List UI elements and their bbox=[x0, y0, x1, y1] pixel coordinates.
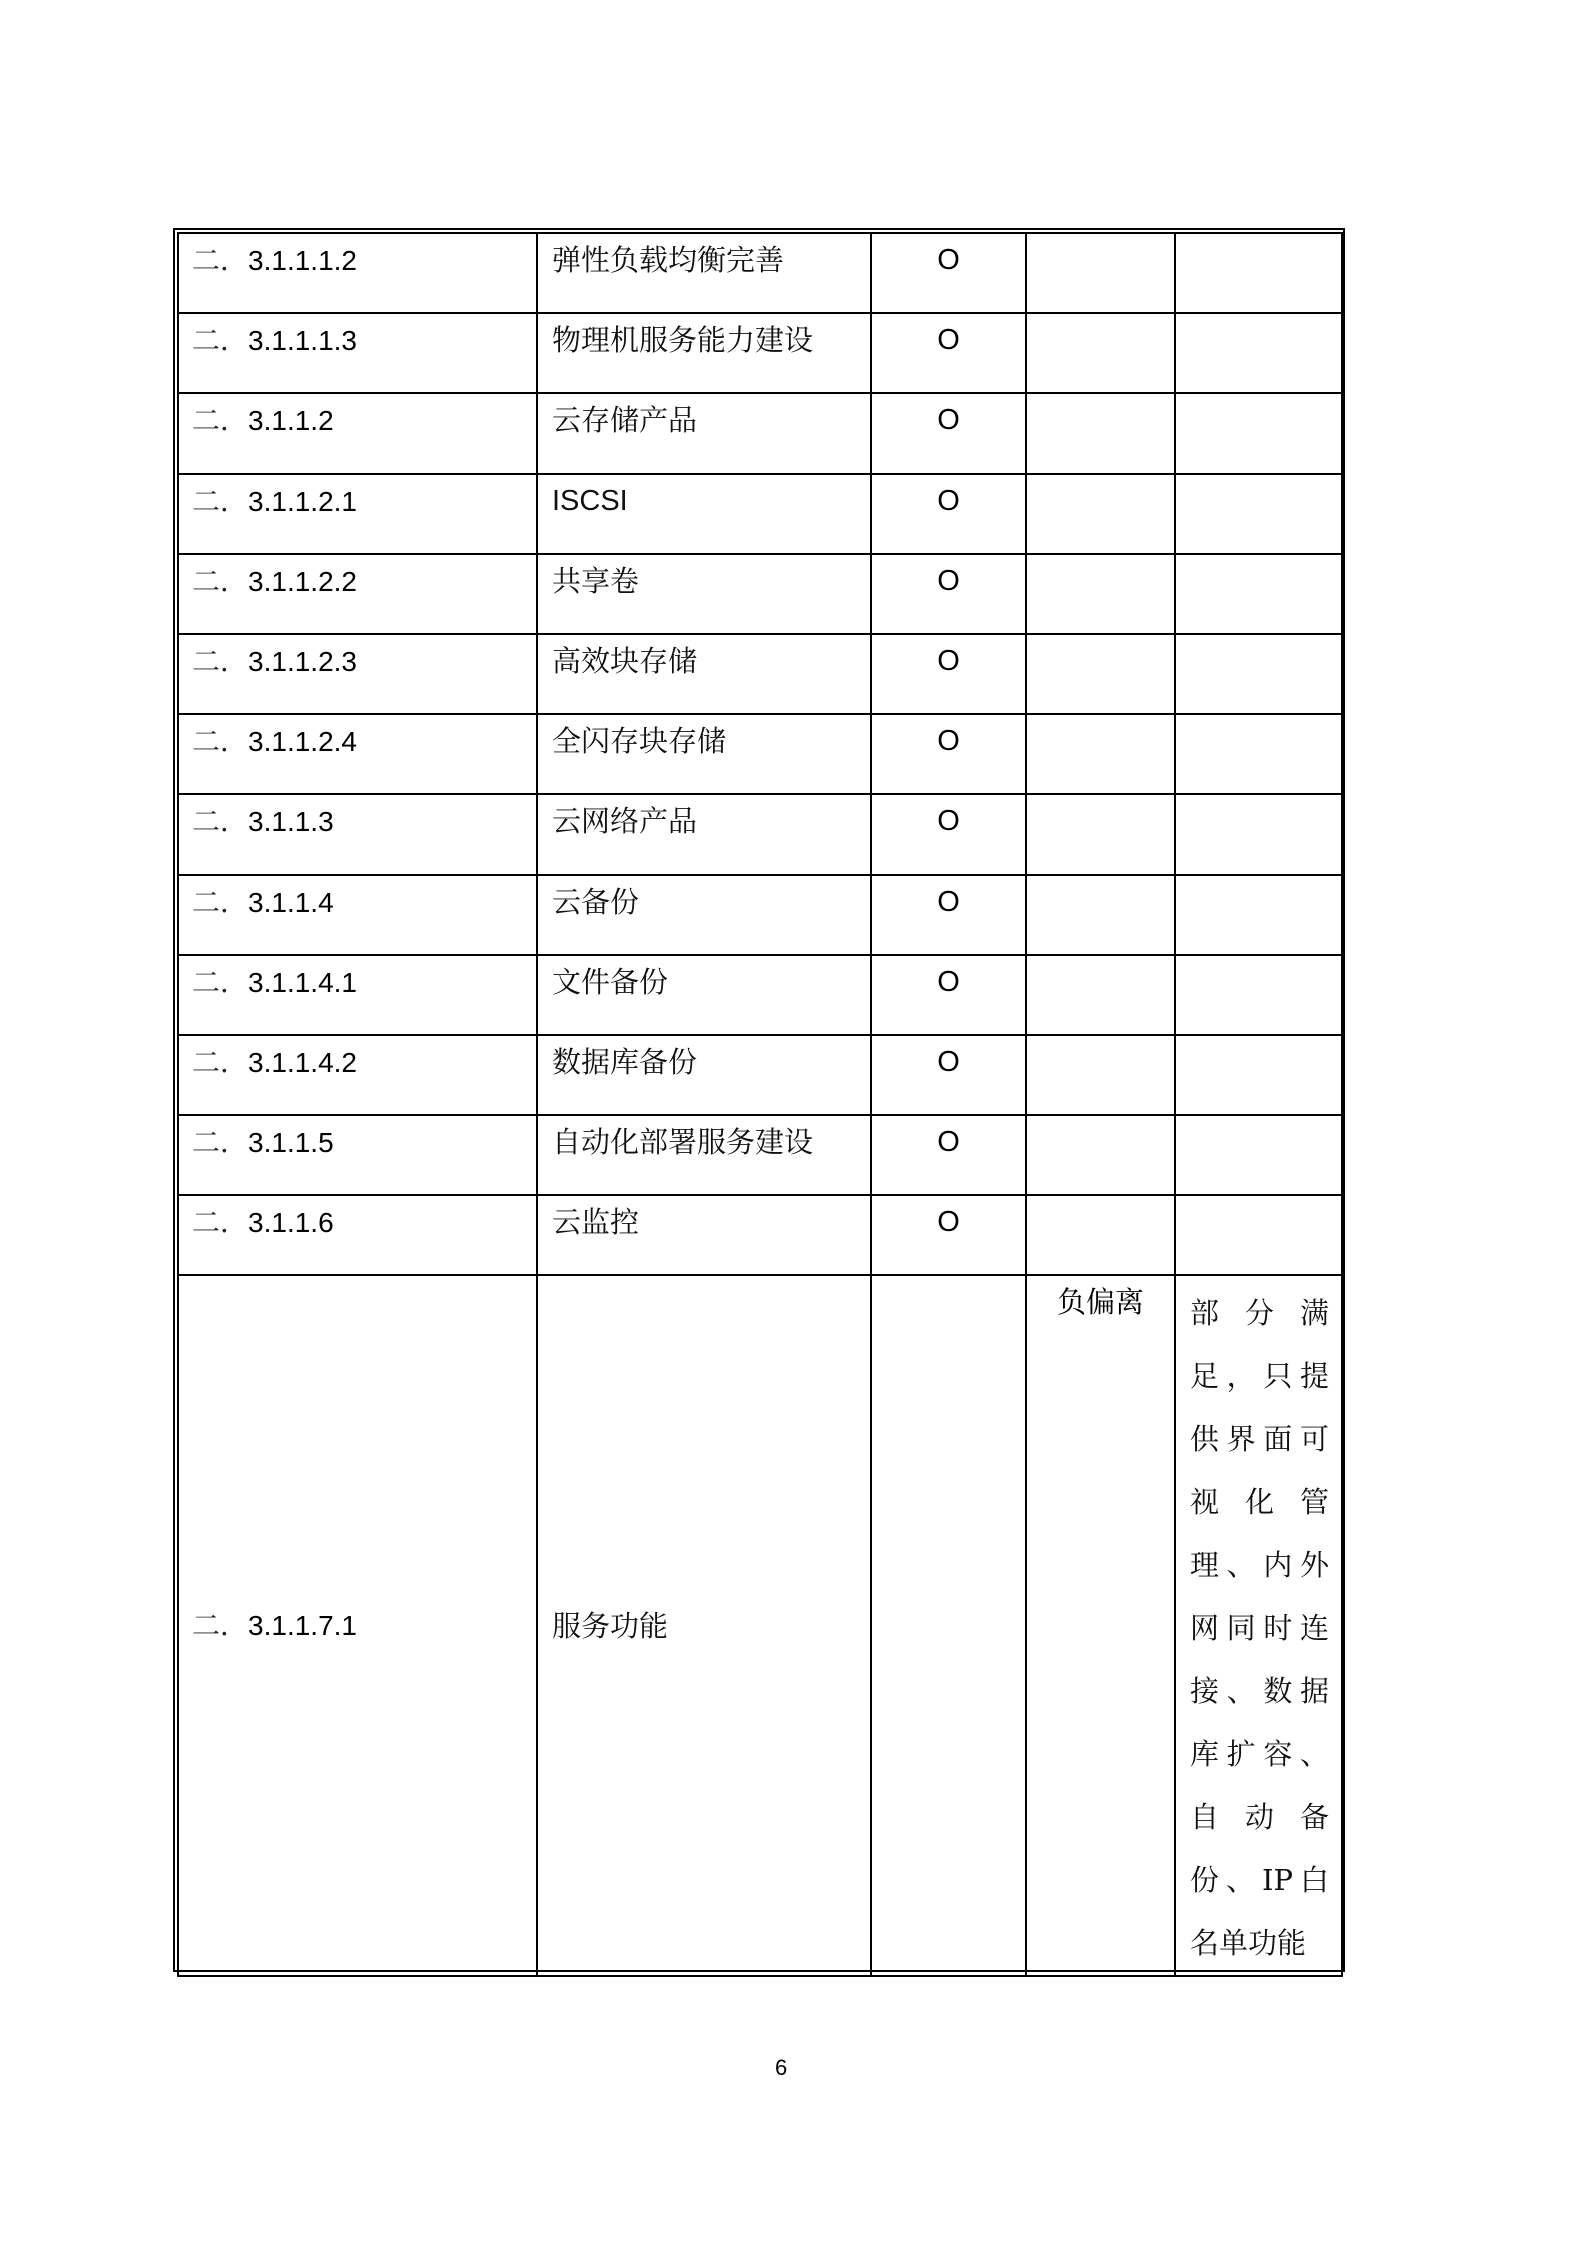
deviation-cell bbox=[1026, 554, 1175, 634]
item-id-cell bbox=[178, 1195, 537, 1275]
response-mark: O bbox=[871, 554, 1026, 634]
note-line bbox=[1190, 1408, 1329, 1471]
table-row bbox=[178, 313, 1342, 393]
note-line bbox=[1190, 1723, 1329, 1786]
note-text: 库 bbox=[1190, 1737, 1220, 1772]
deviation-cell bbox=[1026, 474, 1175, 554]
note-text: 备 bbox=[1299, 1800, 1329, 1835]
item-id-prefix: 二． bbox=[192, 404, 249, 438]
note-cell bbox=[1175, 1275, 1342, 1976]
note-line bbox=[1190, 1786, 1329, 1849]
note-cell bbox=[1175, 554, 1342, 634]
response-mark: O bbox=[871, 1035, 1026, 1115]
deviation-cell bbox=[1026, 313, 1175, 393]
note-text: 内 bbox=[1263, 1548, 1293, 1583]
note-line bbox=[1190, 1282, 1329, 1345]
note-text: 据 bbox=[1299, 1674, 1329, 1709]
item-id: 3.1.1.2.3 bbox=[248, 645, 357, 677]
response-mark: O bbox=[871, 955, 1026, 1035]
item-id-cell bbox=[178, 1115, 537, 1195]
note-cell bbox=[1175, 1195, 1342, 1275]
item-id-prefix: 二． bbox=[192, 805, 249, 839]
item-id-cell bbox=[178, 554, 537, 634]
note-text: 网 bbox=[1190, 1611, 1220, 1646]
response-mark: O bbox=[871, 1195, 1026, 1275]
note-text: 自 bbox=[1190, 1800, 1220, 1835]
item-id-prefix: 二． bbox=[192, 564, 249, 598]
note-text: 满 bbox=[1299, 1296, 1329, 1331]
note-cell bbox=[1175, 313, 1342, 393]
item-name: 云网络产品 bbox=[537, 794, 871, 874]
table-row bbox=[178, 233, 1342, 313]
page-number: 6 bbox=[775, 2055, 788, 2080]
table-row bbox=[178, 1035, 1342, 1115]
response-mark: O bbox=[871, 1115, 1026, 1195]
note-text: 动 bbox=[1244, 1800, 1274, 1835]
note-text: 、 bbox=[1226, 1863, 1256, 1898]
note-text: 只 bbox=[1263, 1359, 1293, 1394]
response-mark: O bbox=[871, 313, 1026, 393]
table-row bbox=[178, 474, 1342, 554]
deviation-cell bbox=[1026, 1195, 1175, 1275]
note-cell bbox=[1175, 1115, 1342, 1195]
item-name: 高效块存储 bbox=[537, 634, 871, 714]
item-id-prefix: 二． bbox=[192, 1045, 249, 1079]
item-id: 3.1.1.4 bbox=[248, 886, 334, 918]
spec-compliance-table bbox=[177, 232, 1343, 1977]
deviation-cell bbox=[1026, 634, 1175, 714]
deviation-cell: 负偏离 bbox=[1026, 1275, 1175, 1976]
item-id-prefix: 二． bbox=[192, 1608, 249, 1642]
item-id-cell bbox=[178, 794, 537, 874]
item-name: 服务功能 bbox=[537, 1275, 871, 1976]
note-cell bbox=[1175, 875, 1342, 955]
note-text: 名单功能 bbox=[1190, 1926, 1307, 1961]
note-line bbox=[1190, 1534, 1329, 1597]
note-text: 界 bbox=[1226, 1422, 1256, 1457]
response-mark: O bbox=[871, 794, 1026, 874]
note-line bbox=[1190, 1849, 1329, 1912]
table-row bbox=[178, 875, 1342, 955]
table-row bbox=[178, 1115, 1342, 1195]
response-mark: O bbox=[871, 474, 1026, 554]
note-cell bbox=[1175, 233, 1342, 313]
table-row bbox=[178, 554, 1342, 634]
item-id-cell bbox=[178, 634, 537, 714]
table-body bbox=[178, 233, 1342, 1976]
item-id: 3.1.1.4.2 bbox=[248, 1046, 357, 1078]
item-id: 3.1.1.1.3 bbox=[248, 325, 357, 357]
deviation-cell bbox=[1026, 714, 1175, 794]
item-id: 3.1.1.5 bbox=[248, 1127, 334, 1159]
note-cell bbox=[1175, 393, 1342, 473]
deviation-cell bbox=[1026, 875, 1175, 955]
item-id: 3.1.1.2.2 bbox=[248, 565, 357, 597]
note-text: 同 bbox=[1226, 1611, 1256, 1646]
item-id: 3.1.1.7.1 bbox=[248, 1609, 357, 1641]
table-row bbox=[178, 1275, 1342, 1976]
note-cell bbox=[1175, 714, 1342, 794]
table-row bbox=[178, 1195, 1342, 1275]
item-id: 3.1.1.3 bbox=[248, 806, 334, 838]
item-id-prefix: 二． bbox=[192, 725, 249, 759]
item-id-prefix: 二． bbox=[192, 244, 249, 277]
item-id: 3.1.1.6 bbox=[248, 1207, 334, 1239]
note-cell bbox=[1175, 794, 1342, 874]
note-line bbox=[1190, 1345, 1329, 1408]
item-id-prefix: 二． bbox=[192, 1126, 249, 1160]
note-line bbox=[1190, 1597, 1329, 1660]
item-id: 3.1.1.2.1 bbox=[248, 485, 357, 517]
item-id-cell bbox=[178, 955, 537, 1035]
note-cell bbox=[1175, 474, 1342, 554]
note-text: 提 bbox=[1299, 1359, 1329, 1394]
item-name: 云监控 bbox=[537, 1195, 871, 1275]
item-id-cell bbox=[178, 393, 537, 473]
item-id-cell bbox=[178, 714, 537, 794]
note-line bbox=[1190, 1912, 1329, 1975]
response-mark: O bbox=[871, 714, 1026, 794]
note-text: 视 bbox=[1190, 1485, 1220, 1520]
note-text: IP bbox=[1262, 1863, 1293, 1898]
note-text: 化 bbox=[1244, 1485, 1274, 1520]
item-name: 弹性负载均衡完善 bbox=[537, 233, 871, 313]
deviation-cell bbox=[1026, 794, 1175, 874]
item-name: 物理机服务能力建设 bbox=[537, 313, 871, 393]
item-id: 3.1.1.4.1 bbox=[248, 966, 357, 998]
response-mark: O bbox=[871, 393, 1026, 473]
item-id-prefix: 二． bbox=[192, 885, 249, 919]
note-cell bbox=[1175, 955, 1342, 1035]
item-name: ISCSI bbox=[537, 474, 871, 554]
item-id-prefix: 二． bbox=[192, 644, 249, 678]
note-text: 、 bbox=[1226, 1548, 1256, 1583]
note-text: 时 bbox=[1263, 1611, 1293, 1646]
item-id-cell bbox=[178, 474, 537, 554]
note-text: 连 bbox=[1299, 1611, 1329, 1646]
note-text: 外 bbox=[1299, 1548, 1329, 1583]
item-name: 自动化部署服务建设 bbox=[537, 1115, 871, 1195]
item-name: 共享卷 bbox=[537, 554, 871, 634]
note-text: 理 bbox=[1190, 1548, 1220, 1583]
item-id-cell bbox=[178, 313, 537, 393]
item-id-cell bbox=[178, 875, 537, 955]
note-text: 接 bbox=[1190, 1674, 1220, 1709]
deviation-cell bbox=[1026, 1115, 1175, 1195]
item-id-prefix: 二． bbox=[192, 965, 249, 999]
item-id-cell bbox=[178, 1035, 537, 1115]
item-id-prefix: 二． bbox=[192, 484, 249, 518]
response-mark: O bbox=[871, 233, 1026, 313]
table-row bbox=[178, 714, 1342, 794]
table-row bbox=[178, 634, 1342, 714]
note-line bbox=[1190, 1471, 1329, 1534]
item-id-cell bbox=[178, 233, 537, 313]
response-mark: O bbox=[871, 875, 1026, 955]
deviation-cell bbox=[1026, 393, 1175, 473]
item-name: 云存储产品 bbox=[537, 393, 871, 473]
response-mark: O bbox=[871, 634, 1026, 714]
response-mark bbox=[871, 1275, 1026, 1976]
note-text: 白 bbox=[1299, 1863, 1329, 1898]
note-text: 部 bbox=[1190, 1296, 1220, 1331]
item-id-prefix: 二． bbox=[192, 1206, 249, 1240]
note-text: 份 bbox=[1190, 1863, 1220, 1898]
spec-table-frame bbox=[173, 228, 1345, 1972]
note-text: 容 bbox=[1263, 1737, 1293, 1772]
note-cell bbox=[1175, 1035, 1342, 1115]
deviation-cell bbox=[1026, 1035, 1175, 1115]
item-name: 数据库备份 bbox=[537, 1035, 871, 1115]
item-id: 3.1.1.1.2 bbox=[248, 245, 357, 276]
item-id-prefix: 二． bbox=[192, 324, 249, 358]
table-row bbox=[178, 794, 1342, 874]
table-row bbox=[178, 955, 1342, 1035]
table-row bbox=[178, 393, 1342, 473]
note-line bbox=[1190, 1660, 1329, 1723]
note-text: 面 bbox=[1263, 1422, 1293, 1457]
item-name: 文件备份 bbox=[537, 955, 871, 1035]
item-name: 全闪存块存储 bbox=[537, 714, 871, 794]
note-text: 分 bbox=[1244, 1296, 1274, 1331]
note-text: 数 bbox=[1263, 1674, 1293, 1709]
item-id-cell bbox=[178, 1275, 537, 1976]
note-text: ， bbox=[1226, 1359, 1256, 1394]
deviation-cell bbox=[1026, 955, 1175, 1035]
item-id: 3.1.1.2.4 bbox=[248, 726, 357, 758]
note-text: 管 bbox=[1299, 1485, 1329, 1520]
note-text: 、 bbox=[1226, 1674, 1256, 1709]
note-text: 、 bbox=[1299, 1737, 1329, 1772]
note-text: 供 bbox=[1190, 1422, 1220, 1457]
item-name: 云备份 bbox=[537, 875, 871, 955]
deviation-cell bbox=[1026, 233, 1175, 313]
note-text: 扩 bbox=[1226, 1737, 1256, 1772]
item-id: 3.1.1.2 bbox=[248, 405, 334, 437]
note-cell bbox=[1175, 634, 1342, 714]
note-text: 足 bbox=[1190, 1359, 1220, 1394]
note-text: 可 bbox=[1299, 1422, 1329, 1457]
